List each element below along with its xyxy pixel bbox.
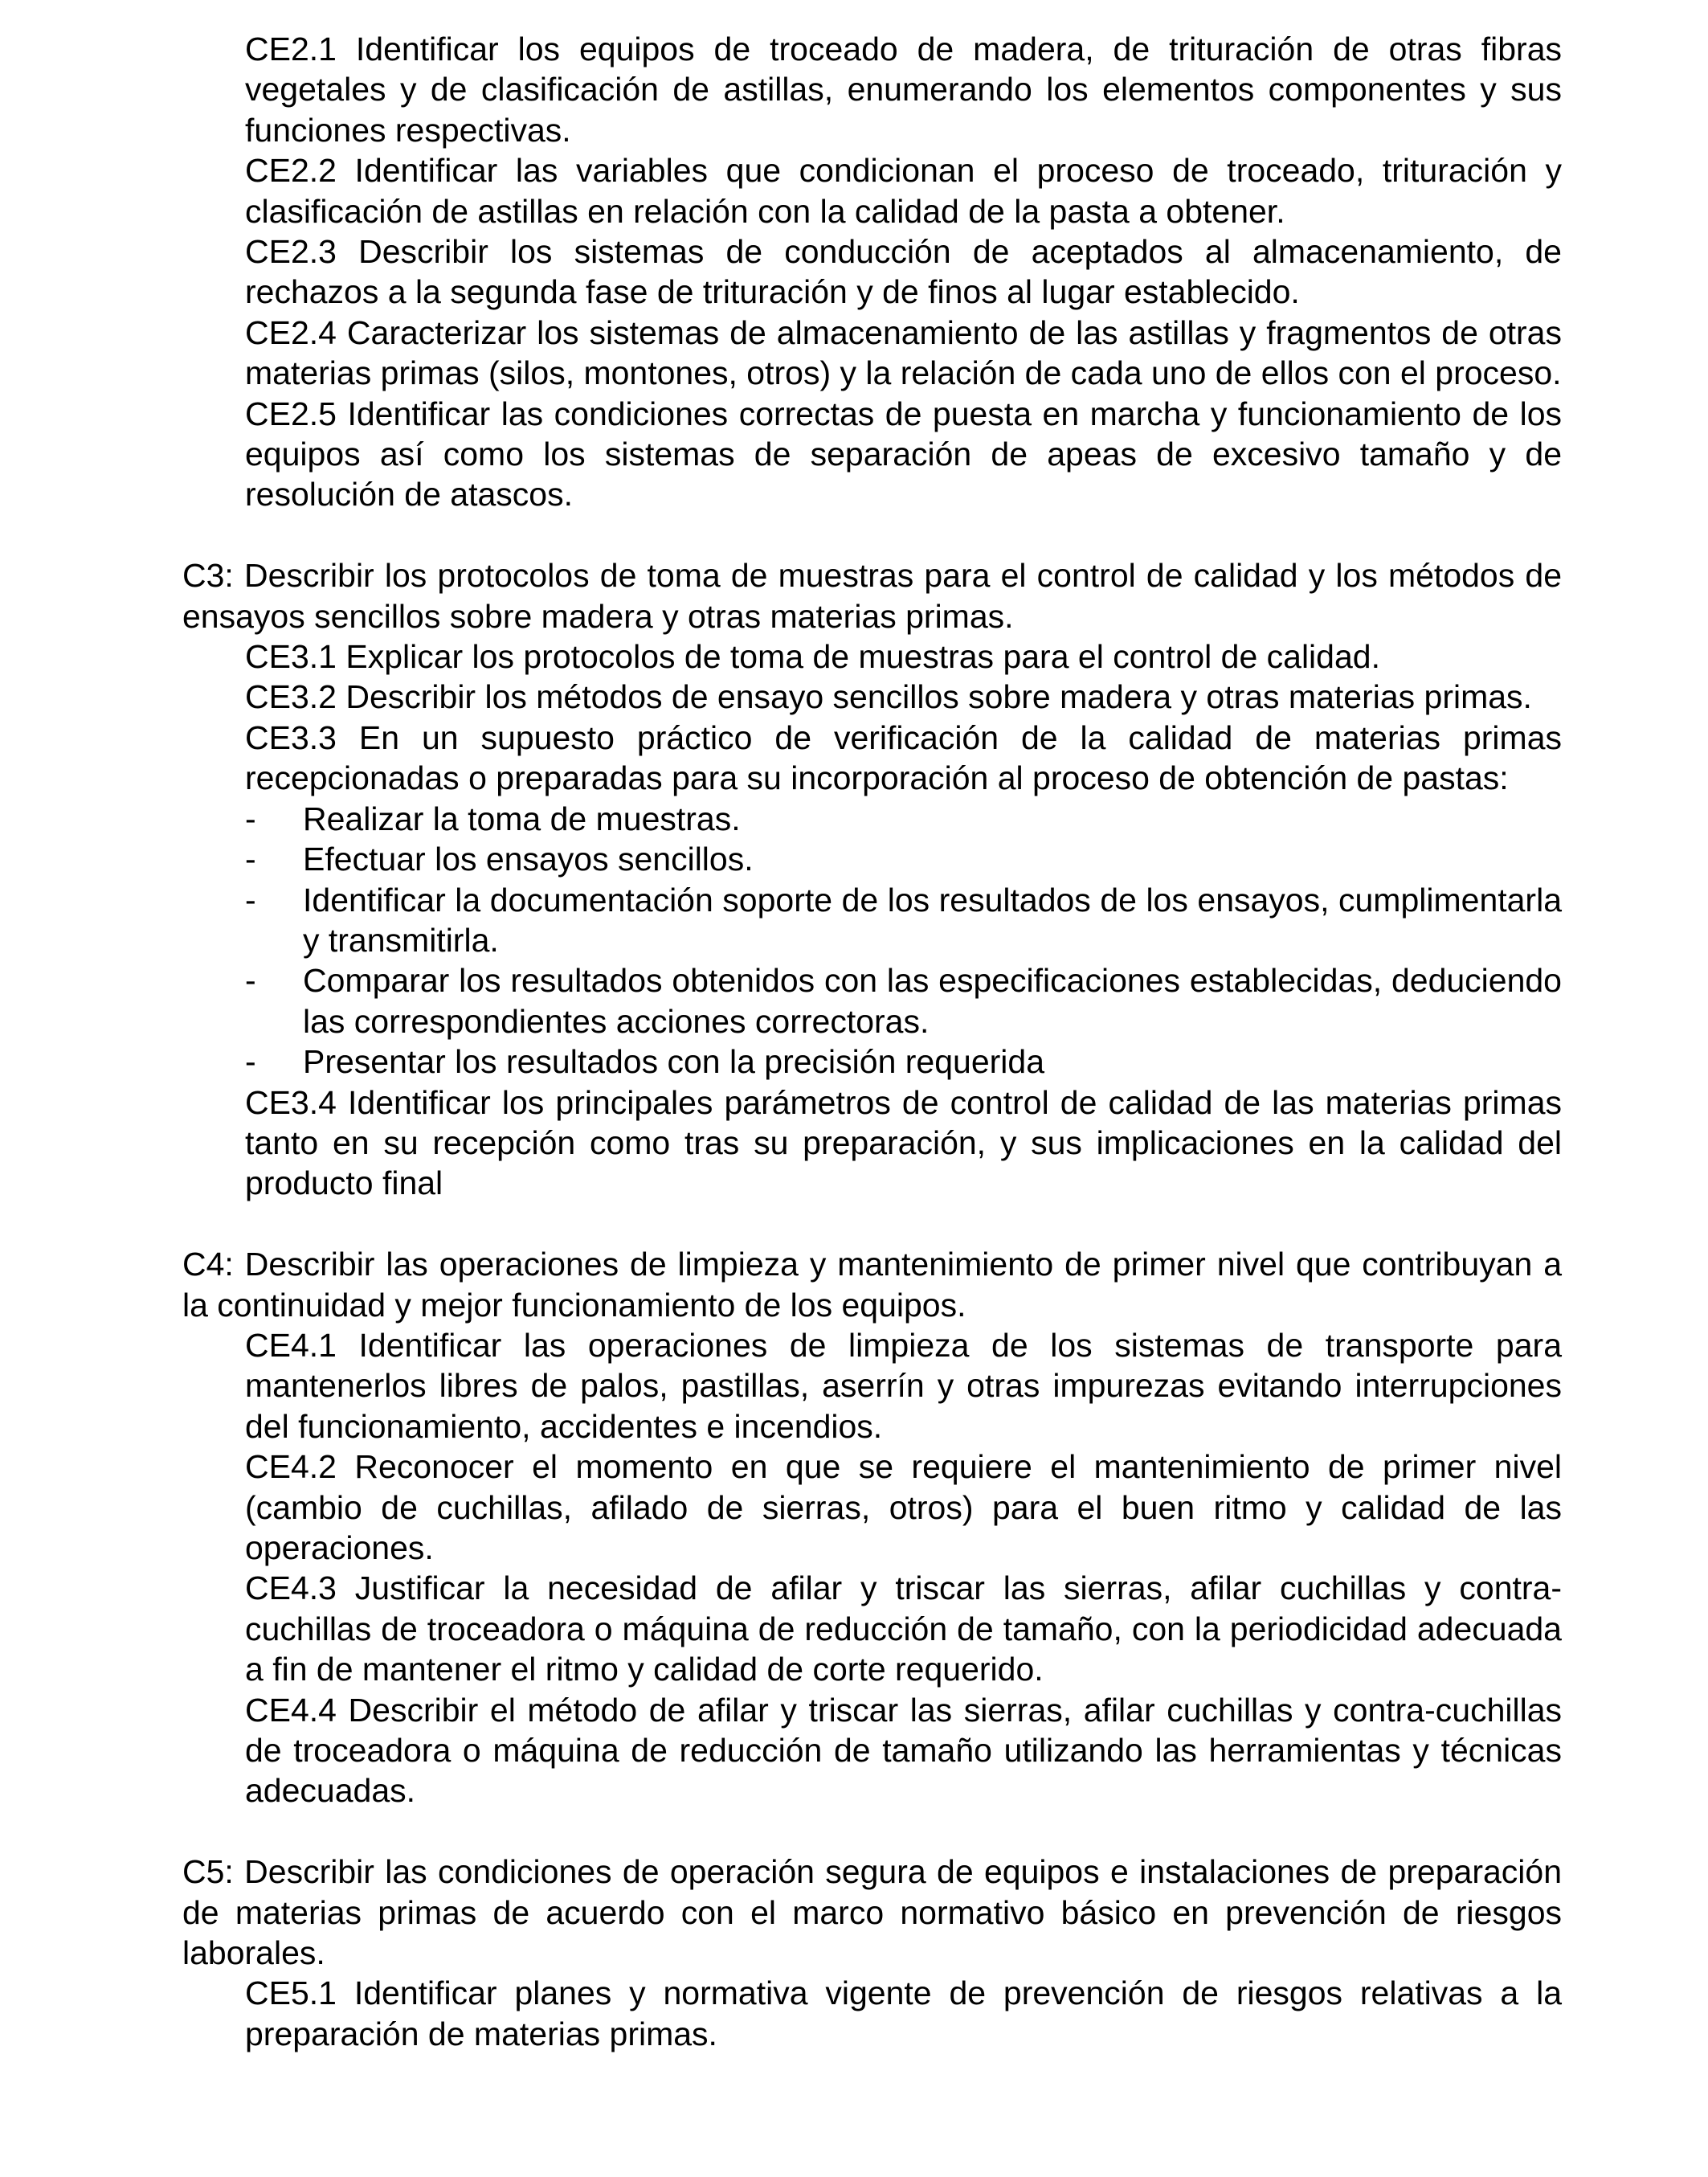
bullet-text: Realizar la toma de muestras. [303,800,741,837]
evaluation-criterion: CE3.1 Explicar los protocolos de toma de muestras para el control de calidad. [245,638,1380,676]
evaluation-criterion: CE2.1 Identificar los equipos de troceado de madera, de trituración de otras fibras vegetales y de clasificación de astillas, enumerando los elementos componentes y sus funciones respectivas. [245,31,1562,149]
evaluation-criterion: CE2.4 Caracterizar los sistemas de almacenamiento de las astillas y fragmentos de otras materias primas (silos, montones, otros) y la relación de cada uno de ellos con el proceso. [245,313,1562,392]
criterion-heading: C3: Describir los protocolos de toma de muestras para el control de calidad y los métodos de ensayos sencillos sobre madera y otras materias primas. [182,557,1562,635]
evaluation-criterion: CE5.1 Identificar planes y normativa vigente de prevención de riesgos relativas a la preparación de materias primas. [245,1974,1562,2052]
evaluation-criterion: CE2.2 Identificar las variables que condicionan el proceso de troceado, trituración y clasificación de astillas en relación con la calidad de la pasta a obtener. [245,152,1562,230]
bullet-marker: - [245,962,256,1000]
document-body [0,29,1708,2054]
bullet-item [245,839,1562,879]
bullet-text: Comparar los resultados obtenidos con las especificaciones establecidas, deduciendo las correspondientes acciones correctoras. [303,962,1562,1040]
paragraph-gap [0,515,1708,555]
paragraph-gap [0,1811,1708,1852]
evaluation-criterion: CE4.3 Justificar la necesidad de afilar y triscar las sierras, afilar cuchillas y contra-cuchillas de troceadora o máquina de reducción de tamaño, con la periodicidad adecuada a fin de mantener el ritmo y calidad de corte requerido. [245,1569,1562,1688]
evaluation-criterion: CE3.4 Identificar los principales parámetros de control de calidad de las materias primas tanto en su recepción como tras su preparación, y sus implicaciones en la calidad del producto final [245,1083,1562,1202]
evaluation-criterion: CE2.3 Describir los sistemas de conducción de aceptados al almacenamiento, de rechazos a la segunda fase de trituración y de finos al lugar establecido. [245,233,1562,311]
criterion-heading: C4: Describir las operaciones de limpieza y mantenimiento de primer nivel que contribuyan a la continuidad y mejor funcionamiento de los equipos. [182,1246,1562,1324]
bullet-marker: - [245,1043,256,1081]
evaluation-criterion: CE4.2 Reconocer el momento en que se requiere el mantenimiento de primer nivel (cambio de cuchillas, afilado de sierras, otros) para el buen ritmo y calidad de las operaciones. [245,1448,1562,1566]
bullet-item [245,960,1562,1041]
bullet-text: Presentar los resultados con la precisión requerida [303,1043,1045,1081]
bullet-item [245,880,1562,961]
bullet-item [245,799,1562,839]
evaluation-criterion: CE2.5 Identificar las condiciones correctas de puesta en marcha y funcionamiento de los equipos así como los sistemas de separación de apeas de excesivo tamaño y de resolución de atascos. [245,395,1562,514]
bullet-marker: - [245,800,256,837]
bullet-text: Efectuar los ensayos sencillos. [303,841,754,878]
evaluation-criterion: CE4.4 Describir el método de afilar y triscar las sierras, afilar cuchillas y contra-cuchillas de troceadora o máquina de reducción de tamaño utilizando las herramientas y técnicas adecuadas. [245,1691,1562,1810]
evaluation-criterion: CE3.2 Describir los métodos de ensayo sencillos sobre madera y otras materias primas. [245,678,1532,716]
bullet-marker: - [245,841,256,878]
criterion-heading: C5: Describir las condiciones de operación segura de equipos e instalaciones de preparación de materias primas de acuerdo con el marco normativo básico en prevención de riesgos laborales. [182,1853,1562,1972]
bullet-marker: - [245,881,256,919]
paragraph-gap [0,1204,1708,1244]
bullet-item [245,1041,1562,1082]
evaluation-criterion: CE4.1 Identificar las operaciones de limpieza de los sistemas de transporte para mantenerlos libres de palos, pastillas, aserrín y otras impurezas evitando interrupciones del funcionamiento, accidentes e incendios. [245,1326,1562,1445]
evaluation-criterion: CE3.3 En un supuesto práctico de verificación de la calidad de materias primas recepcionadas o preparadas para su incorporación al proceso de obtención de pastas: [245,718,1562,797]
bullet-text: Identificar la documentación soporte de los resultados de los ensayos, cumplimentarla y transmitirla. [303,881,1562,959]
